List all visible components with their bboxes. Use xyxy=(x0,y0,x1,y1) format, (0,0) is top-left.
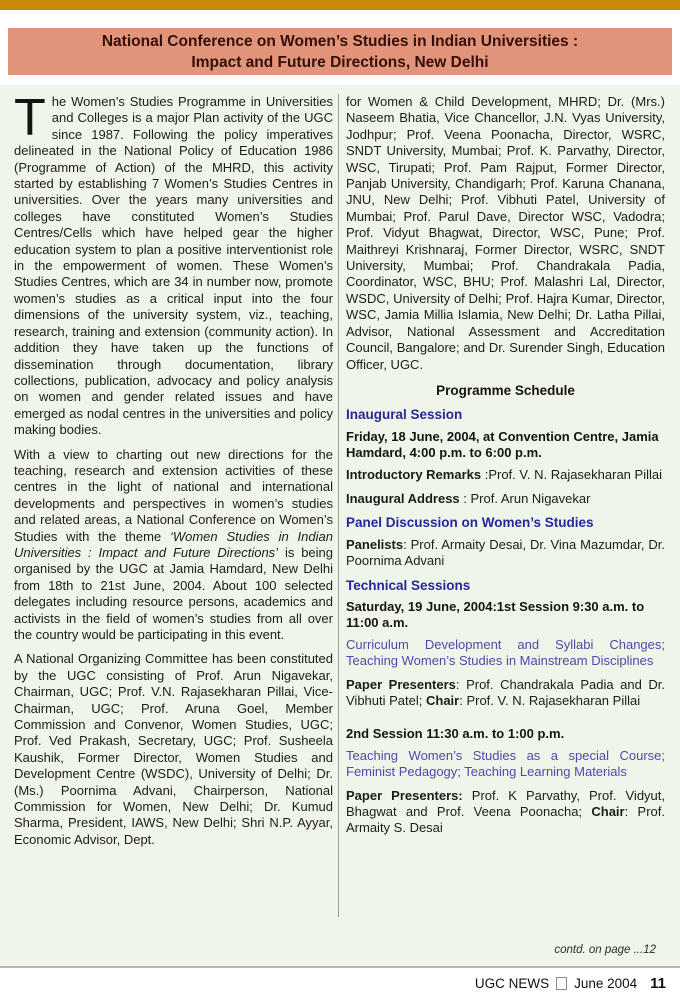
paragraph-2-text-post: is being organised by the UGC at Jamia Hamdard, New Delhi from 18th to 21st June, 2004. About 100 selected delegates including resource persons, academics and activists in the field of women’s studies from all over the country would be participating in this event. xyxy=(14,544,334,642)
paragraph-3: A National Organizing Committee has been constituted by the UGC consisting of Prof. Arun Nigavekar, Chairman, UGC; Prof. V.N. Rajasekharan Pillai, Vice-Chairman, UGC; Prof. Aruna Goel, Member Commission and Convenor, Women Studies, UGC; Prof. Ved Prakash, Secretary, UGC; Prof. Susheela Kaushik, Former Director, Women Studies and Development Centre (WSDC), University of Delhi; Dr. (Ms.) Poornima Advani, Chairperson, National Commission for Women, New Delhi; Dr. Kumud Sharma, President, IAWS, New Delhi; Shri N.P. Ayyar, Economic Advisor, Dept. xyxy=(14,651,333,847)
top-accent-bar xyxy=(0,0,680,10)
contd-note: contd. on page ...12 xyxy=(554,943,656,956)
column-divider xyxy=(338,94,339,917)
article-title-line1: National Conference on Women’s Studies in Indian Universities : xyxy=(101,32,579,50)
article-title-line2: Impact and Future Directions, New Delhi xyxy=(191,53,489,71)
panelists-value: : Prof. Armaity Desai, Dr. Vina Mazumdar, Dr. Poornima Advani xyxy=(346,536,665,569)
journal-name: UGC NEWS xyxy=(474,975,550,991)
introductory-remarks-label: Introductory Remarks xyxy=(346,466,482,482)
panel-discussion-heading: Panel Discussion on Women’s Studies xyxy=(346,515,594,531)
session1-title: Saturday, 19 June, 2004:1st Session 9:30 a.m. to 11:00 a.m. xyxy=(346,598,645,631)
introductory-remarks-value: :Prof. V. N. Rajasekharan Pillai xyxy=(481,466,662,482)
missing-glyph-box-icon xyxy=(556,977,567,990)
session2-presenters-line xyxy=(346,788,665,837)
session2-presenters-label: Paper Presenters: xyxy=(346,787,463,803)
session2-topics: Teaching Women’s Studies as a special Course; Feminist Pedagogy; Teaching Learning Materials xyxy=(346,747,665,780)
article-title-banner xyxy=(8,28,672,75)
inaugural-session-heading: Inaugural Session xyxy=(346,407,463,423)
right-column xyxy=(346,94,665,845)
dropcap-letter: T xyxy=(14,89,46,147)
paragraph-1 xyxy=(14,89,333,439)
paragraph-4: for Women & Child Development, MHRD; Dr. (Mrs.) Naseem Bhatia, Vice Chancellor, J.N. Vyas University, Jodhpur; Prof. Veena Poonacha, Director, WSRC, SNDT University, Mumbai; Prof. K. Parvathy, Director, WSC, Tirupati; Prof. Pam Rajput, Former Director, Panjab University, Chandigarh; Prof. Karuna Chanana, JNU, New Delhi; Prof. Vibhuti Patel, University of Mumbai; Prof. Parul Dave, Director WSC, Vadodra; Prof. Vidyut Bhagwat, Director, WSC, Pune; Prof. Maithreyi Krishnaraj, Former Director, WSRC, SNDT University, Mumbai; Prof. Chandrakala Padia, Coordinator, WSC, BHU; Prof. Malashri Lal, Director, WSDC, University of Delhi; Prof. Hajra Kumar, Director, WSC, Jamia Millia Islamia, New Delhi; Dr. Latha Pillai, Advisor, National Assessment and Accreditation Council, Bangalore; and Dr. Surender Singh, Education Officer, UGC. xyxy=(346,94,665,372)
issue-date: June 2004 xyxy=(574,975,638,991)
session1-presenters-label: Paper Presenters xyxy=(346,676,456,692)
inaugural-session-datetime: Friday, 18 June, 2004, at Convention Centre, Jamia Hamdard, 4:00 p.m. to 6:00 p.m. xyxy=(346,428,659,461)
technical-sessions-heading: Technical Sessions xyxy=(346,577,471,593)
introductory-remarks-line xyxy=(346,467,665,483)
session2-chair-label: Chair xyxy=(591,804,625,820)
paragraph-1-text: he Women’s Studies Programme in Universities and Colleges is a major Plan activity of the UGC since 1987. Following the policy imperatives delineated in the National Policy of Education 1986 (Programme of Action) of the MHRD, this activity started by establishing 7 Women’s Studies Centres in universities. Over the years many universities and colleges have constituted Women’s Studies Centres/Cells which have helped gear the higher education system to plan a positive interventionist role in the empowerment of women. These Women’s Studies Centres, which are 34 in number now, promote women’s studies as a critical input into the four dimensions of the university system, viz., teaching, research, training and extension (community action). In addition they have taken up the functions of dissemination through documentation, library collections, publication, advocacy and policy analysis on women and gender related issues and have emerged as nodal centres in the universities and policy making bodies. xyxy=(14,94,333,438)
paragraph-2 xyxy=(14,447,333,644)
programme-schedule-heading: Programme Schedule xyxy=(436,382,575,398)
left-column xyxy=(14,89,334,856)
session1-topics: Curriculum Development and Syllabi Changes; Teaching Women’s Studies in Mainstream Disciplines xyxy=(346,636,665,669)
conference-theme-italic: ‘Women Studies in Indian Universities : Impact and Future Directions’ xyxy=(14,528,333,560)
session1-presenters-line xyxy=(346,677,665,710)
paragraph-2-text-pre: With a view to charting out new directions for the teaching, research and extension activities of these centres in the light of national and international developments and perspectives in women’s studies and related areas, a National Conference on Women’s Studies with the theme xyxy=(14,446,333,544)
session1-chair-label: Chair xyxy=(425,693,460,708)
page-footer xyxy=(0,966,680,998)
inaugural-address-label: Inaugural Address xyxy=(346,490,460,506)
session2-presenters-value: Prof. K Parvathy, Prof. Vidyut, Bhagwat and Prof. Veena Poonacha; xyxy=(346,787,665,820)
inaugural-address-line xyxy=(346,491,665,507)
session1-chair-value: : Prof. V. N. Rajasekharan Pillai xyxy=(459,693,641,708)
session2-chair-value: : Prof. Armaity S. Desai xyxy=(346,804,665,836)
panelists-line xyxy=(346,537,665,570)
article-body xyxy=(0,85,680,966)
page-number: 11 xyxy=(650,974,666,992)
panelists-label: Panelists xyxy=(346,536,404,552)
session2-title: 2nd Session 11:30 a.m. to 1:00 p.m. xyxy=(346,726,565,742)
session1-presenters-value: : Prof. Chandrakala Padia and Dr. Vibhuti Patel; xyxy=(346,676,666,708)
inaugural-address-value: : Prof. Arun Nigavekar xyxy=(459,490,591,506)
